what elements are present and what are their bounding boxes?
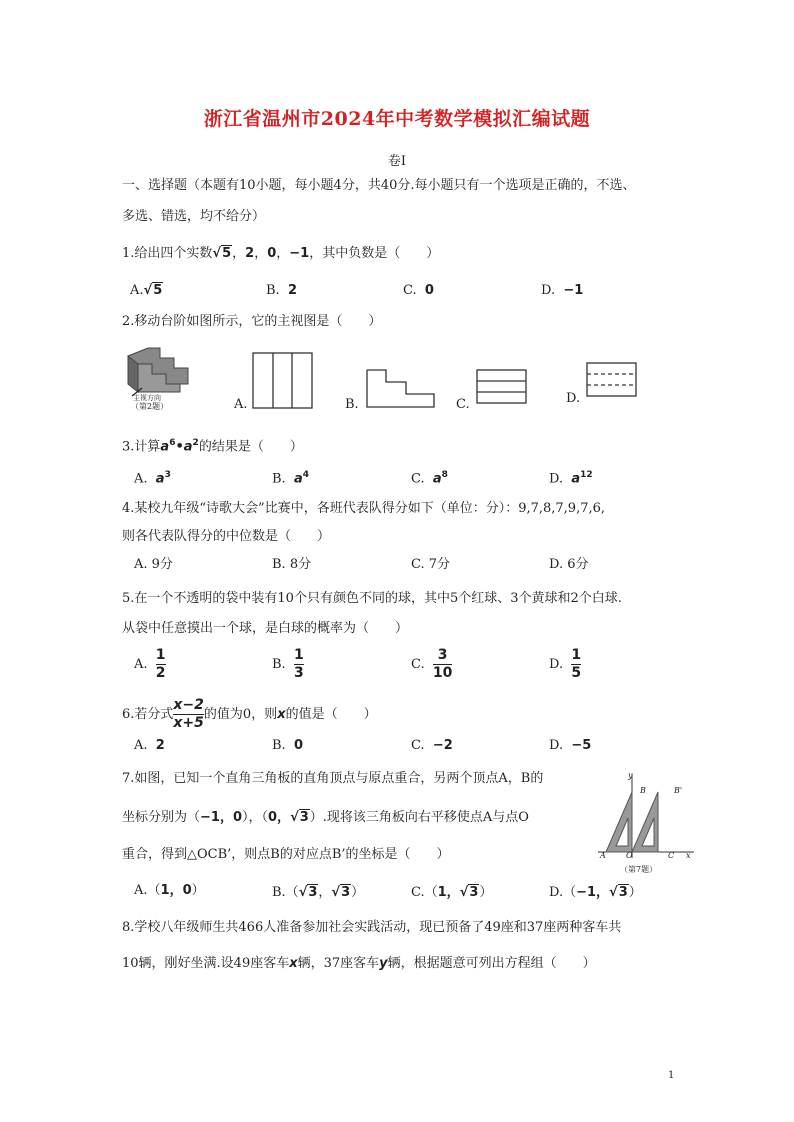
q8-text-end: 辆，根据题意可列出方程组（ ） <box>387 956 596 971</box>
q5-option-c-denominator: 10 <box>432 665 453 681</box>
q7-point-a: −1，0 <box>200 810 242 825</box>
q4-option-a[interactable]: A. 9分 <box>134 557 173 572</box>
q5-option-b-label: B. <box>272 657 286 672</box>
q6-option-c-label: C. <box>411 738 425 753</box>
q5-option-d-label: D. <box>549 657 564 672</box>
q7-fig-label-x: x <box>686 851 691 860</box>
q7-option-d[interactable] <box>549 883 642 903</box>
q3-option-a-exp: 3 <box>164 470 171 480</box>
q7-option-b-sqrt-1: √3 <box>298 885 318 900</box>
question-7-line3: 重合，得到△OCB’，则点B的对应点B’的坐标是（ ） <box>122 847 450 862</box>
q7-fig-label-b: B <box>640 786 646 795</box>
question-2: 2.移动台阶如图所示，它的主视图是（ ） <box>122 314 382 329</box>
q5-option-c-label: C. <box>411 657 425 672</box>
q7-fig-label-y: y <box>628 771 633 780</box>
question-5-line1: 5.在一个不透明的袋中装有10个只有颜色不同的球，其中5个红球、3个黄球和2个白球. <box>122 591 622 606</box>
q1-sep: ， <box>232 246 246 261</box>
q1-option-a-sqrt: √5 <box>143 283 163 298</box>
q5-option-a-fraction <box>156 647 166 682</box>
q5-option-c[interactable] <box>411 647 452 682</box>
q2-option-d-figure <box>586 362 638 398</box>
q3-option-a[interactable] <box>134 465 171 489</box>
q1-option-d-label: D. <box>541 283 556 298</box>
q7-fig-caption: （第7题） <box>620 865 658 874</box>
q1-value-3: 0 <box>267 246 277 261</box>
q7-option-c-label: C.（ <box>411 885 438 900</box>
q7-option-d-sqrt: √3 <box>609 885 628 900</box>
q3-base-1: a <box>160 439 170 455</box>
q2-option-c[interactable]: C. <box>456 397 470 412</box>
q5-option-d-fraction <box>571 647 581 682</box>
q1-sqrt: √5 <box>212 246 232 261</box>
q5-option-d[interactable] <box>549 647 581 682</box>
q6-option-c-value: −2 <box>432 738 453 753</box>
q3-base-2: a <box>183 439 193 455</box>
q1-option-c-value: 0 <box>424 283 434 298</box>
q7-option-b-radicand-1: 3 <box>308 885 318 900</box>
question-6 <box>122 697 377 732</box>
q2-option-a-figure <box>252 352 314 410</box>
question-5-line2: 从袋中任意摸出一个球，是白球的概率为（ ） <box>122 621 409 636</box>
q1-option-b-label: B. <box>266 283 280 298</box>
question-8-line1: 8.学校八年级师生共466人准备参加社会实践活动，现已预备了49座和37座两种客车共 <box>122 920 622 935</box>
q5-option-c-fraction <box>433 647 452 682</box>
q7-option-b-close: ） <box>351 885 365 900</box>
q7-option-b[interactable] <box>272 883 364 903</box>
q5-option-d-denominator: 5 <box>571 665 582 681</box>
q6-option-b-label: B. <box>272 738 286 753</box>
q8-variable-x: x <box>289 956 298 971</box>
page-number: 1 <box>668 1070 675 1081</box>
q3-option-c-exp: 8 <box>441 470 448 480</box>
q1-sep: ， <box>276 246 290 261</box>
q7-option-d-label: D.（ <box>549 885 577 900</box>
q5-option-d-numerator: 1 <box>571 647 582 663</box>
q3-exp-1: 6 <box>169 438 176 448</box>
q6-option-b-value: 0 <box>293 738 303 753</box>
q3-option-d-exp: 12 <box>580 470 593 480</box>
q1-option-d[interactable] <box>541 281 583 301</box>
q7-fig-label-a: A <box>600 851 606 860</box>
q3-option-b[interactable] <box>272 465 309 489</box>
q3-option-a-label: A. <box>134 471 148 487</box>
q7-option-d-radicand: 3 <box>618 885 628 900</box>
q1-radicand: 5 <box>222 246 232 261</box>
q5-option-a-denominator: 2 <box>155 665 166 681</box>
q6-option-d[interactable] <box>549 736 591 756</box>
q1-option-c[interactable] <box>403 281 434 301</box>
q3-option-d[interactable] <box>549 465 593 489</box>
q1-option-a[interactable] <box>130 281 163 301</box>
q7-radicand: 3 <box>299 810 309 825</box>
q7-fig-label-o: O <box>626 851 633 860</box>
q7-option-c-radicand: 3 <box>469 885 479 900</box>
q5-option-b-numerator: 1 <box>293 647 304 663</box>
q7-option-c-value: 1， <box>437 885 460 900</box>
q3-option-b-exp: 4 <box>302 470 309 480</box>
q5-option-c-numerator: 3 <box>437 647 448 663</box>
q7-text-end: ）.现将该三角板向右平移使点A与点O <box>309 810 529 825</box>
q3-option-d-label: D. <box>549 471 564 487</box>
q6-text: 6.若分式 <box>122 707 174 722</box>
q8-variable-y: y <box>379 956 388 971</box>
q5-option-a-label: A. <box>134 657 148 672</box>
q2-option-a[interactable]: A. <box>234 397 248 412</box>
q6-denominator: x+5 <box>173 715 204 731</box>
q2-option-b[interactable]: B. <box>345 397 359 412</box>
q8-text-mid: 辆，37座客车 <box>297 956 380 971</box>
q7-option-a[interactable] <box>134 881 205 901</box>
q1-option-b[interactable] <box>266 281 297 301</box>
q2-fig-caption: （第2题） <box>131 402 169 411</box>
q4-option-d[interactable]: D. 6分 <box>549 557 589 572</box>
q6-text-end: 的值是（ ） <box>285 707 377 722</box>
q6-option-d-value: −5 <box>571 738 592 753</box>
q1-option-a-label: A. <box>130 283 144 298</box>
q1-option-c-label: C. <box>403 283 417 298</box>
question-7-line2 <box>122 808 529 828</box>
q3-option-b-label: B. <box>272 471 286 487</box>
q2-option-d[interactable]: D. <box>566 391 581 406</box>
q1-option-a-radicand: 5 <box>153 283 163 298</box>
q4-option-b[interactable]: B. 8分 <box>272 557 312 572</box>
q3-option-c-label: C. <box>411 471 425 487</box>
q7-fig-label-c: C <box>668 851 675 860</box>
q7-option-d-value: −1， <box>576 885 610 900</box>
section-heading-line2: 多选、错选，均不给分） <box>122 209 266 224</box>
q3-dot: • <box>175 439 184 455</box>
q6-text-mid: 的值为0，则 <box>203 707 278 722</box>
q3-text: 3.计算 <box>122 439 161 455</box>
q4-option-c[interactable]: C. 7分 <box>411 557 451 572</box>
question-7-line1: 7.如图，已知一个直角三角板的直角顶点与原点重合，另两个顶点A，B的 <box>122 771 544 786</box>
q6-option-a-value: 2 <box>155 738 165 753</box>
q7-option-b-label: B.（ <box>272 885 299 900</box>
q3-text-end: 的结果是（ ） <box>198 439 303 455</box>
q7-text: 坐标分别为（ <box>122 810 201 825</box>
q6-option-a-label: A. <box>134 738 148 753</box>
q7-text-mid: ），（ <box>242 810 269 825</box>
q7-option-a-close: ） <box>191 883 205 898</box>
question-4-line2: 则各代表队得分的中位数是（ ） <box>122 529 331 544</box>
q3-option-a-base: a <box>155 471 165 487</box>
q1-option-d-value: −1 <box>563 283 584 298</box>
q5-option-b-fraction <box>294 647 304 682</box>
question-8-line2 <box>122 954 596 974</box>
q1-sep: ， <box>254 246 268 261</box>
q5-option-b-denominator: 3 <box>293 665 304 681</box>
q5-option-b[interactable] <box>272 647 304 682</box>
q6-variable: x <box>277 707 286 722</box>
q8-text: 10辆，刚好坐满.设49座客车 <box>122 956 290 971</box>
q7-option-c-close: ） <box>479 885 493 900</box>
q5-option-a[interactable] <box>134 647 166 682</box>
q6-numerator: x−2 <box>173 697 204 713</box>
q7-option-b-sqrt-2: √3 <box>331 885 351 900</box>
q1-value-4: −1 <box>289 246 310 261</box>
q3-exp-2: 2 <box>192 438 199 448</box>
q6-option-a[interactable] <box>134 736 165 756</box>
q1-text-end: ，其中负数是（ ） <box>309 246 440 261</box>
q3-option-c[interactable] <box>411 465 448 489</box>
q3-option-b-base: a <box>293 471 303 487</box>
q6-option-b[interactable] <box>272 736 303 756</box>
q7-option-c[interactable] <box>411 883 492 903</box>
q1-option-b-value: 2 <box>287 283 297 298</box>
page-title: 浙江省温州市2024年中考数学模拟汇编试题 <box>203 108 591 130</box>
q7-option-d-close: ） <box>628 885 642 900</box>
q7-option-b-sep: ， <box>318 885 332 900</box>
q7-fig-label-b-prime: B' <box>674 786 683 795</box>
q2-option-b-figure <box>366 368 436 408</box>
q6-option-c[interactable] <box>411 736 453 756</box>
section-heading-line1: 一、选择题（本题有10小题，每小题4分，共40分.每小题只有一个选项是正确的，不选、 <box>122 178 636 193</box>
q6-fraction <box>173 697 204 732</box>
q6-option-d-label: D. <box>549 738 564 753</box>
q5-option-a-numerator: 1 <box>155 647 166 663</box>
q7-option-a-label: A.（ <box>134 883 161 898</box>
q2-fig-caption-direction: 主视方向 <box>133 394 161 402</box>
q7-option-c-sqrt: √3 <box>459 885 479 900</box>
q7-sqrt: √3 <box>290 810 309 825</box>
question-4-line1: 4.某校九年级“诗歌大会”比赛中，各班代表队得分如下（单位：分）：9,7,8,7,9,7,6, <box>122 501 606 516</box>
question-3 <box>122 433 303 457</box>
q3-option-c-base: a <box>432 471 442 487</box>
volume-label: 卷I <box>387 154 407 169</box>
q1-value-2: 2 <box>245 246 255 261</box>
q3-option-d-base: a <box>571 471 581 487</box>
q7-option-b-radicand-2: 3 <box>341 885 351 900</box>
q7-option-a-value: 1，0 <box>160 883 192 898</box>
q2-option-c-figure <box>476 369 528 405</box>
question-1 <box>122 244 439 264</box>
q1-text: 1.给出四个实数 <box>122 246 213 261</box>
q7-point-b-x: 0， <box>268 810 291 825</box>
